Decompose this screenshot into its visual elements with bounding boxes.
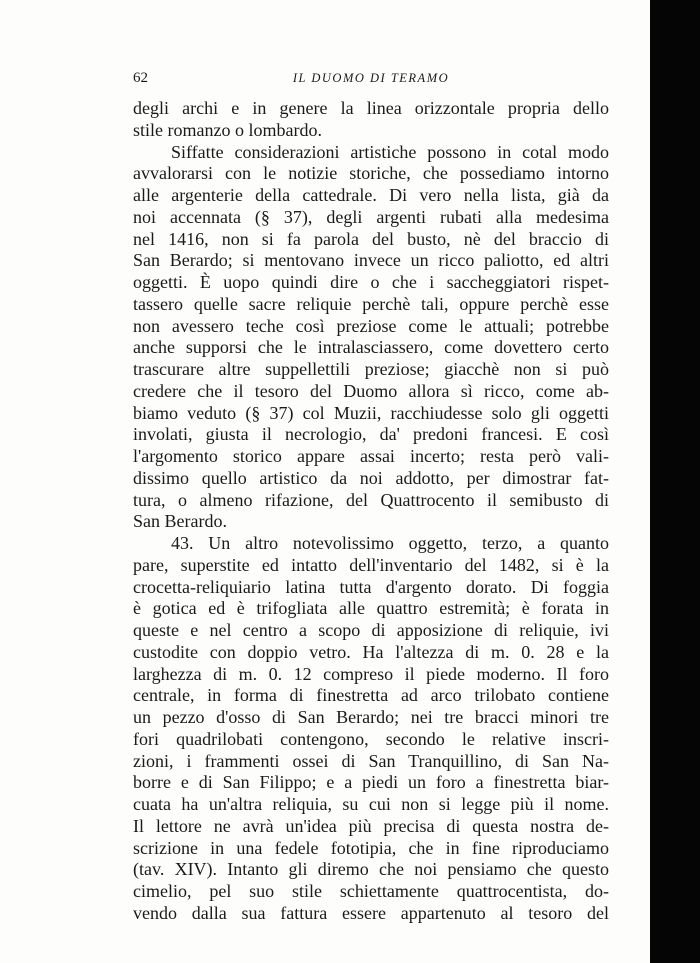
text-line: involati, giusta il necrologio, da' predoni francesi. E così: [133, 424, 609, 445]
text-line: cuata ha un'altra reliquia, su cui non si legge più il nome.: [133, 794, 609, 814]
text-line: nel 1416, non si fa parola del busto, nè del braccio di: [133, 228, 609, 249]
text-line: stile romanzo o lombardo.: [133, 119, 322, 140]
text-line: biamo veduto (§ 37) col Muzii, racchiudesse solo gli oggetti: [133, 402, 609, 423]
text-line: l'argomento storico appare assai incerto; resta però vali-: [133, 446, 609, 466]
text-line: tassero quelle sacre reliquie perchè tali, oppure perchè esse: [133, 293, 609, 314]
text-line: credere che il tesoro del Duomo allora sì ricco, come ab-: [133, 380, 609, 401]
page-header: [133, 70, 609, 92]
text-line: scrizione in una fedele fototipia, che in fine riproduciamo: [133, 837, 609, 858]
text-line: trascurare altre suppellettili preziose; giacchè non si può: [133, 359, 609, 379]
text-line: avvalorarsi con le notizie storiche, che possediamo intorno: [133, 163, 609, 184]
scan-dark-edge: [650, 0, 700, 963]
text-line: un pezzo d'osso di San Berardo; nei tre bracci minori tre: [133, 707, 609, 727]
text-line: non avessero teche così preziose come le attuali; potrebbe: [133, 315, 609, 336]
text-line: zioni, i frammenti ossei di San Tranquillino, di San Na-: [133, 750, 609, 771]
text-line: pare, superstite ed intatto dell'inventario del 1482, si è la: [133, 554, 609, 575]
text-line: San Berardo; si mentovano invece un ricco paliotto, ed altri: [133, 250, 609, 271]
text-line: anche supporsi che le intralasciassero, come dovettero certo: [133, 337, 609, 358]
text-line: alle argenterie della cattedrale. Di vero nella lista, già da: [133, 185, 609, 205]
text-line: borre e di San Filippo; e a piedi un foro a finestretta biar-: [133, 772, 609, 793]
text-line: oggetti. È uopo quindi dire o che i saccheggiatori rispet-: [133, 272, 609, 292]
text-line: dissimo quello artistico da noi addotto, per dimostrar fat-: [133, 467, 609, 488]
text-line: (tav. XIV). Intanto gli diremo che noi pensiamo che questo: [133, 859, 609, 880]
text-line: crocetta-reliquiario latina tutta d'argento dorato. Di foggia: [133, 576, 609, 597]
text-line: è gotica ed è trifogliata alle quattro estremità; è forata in: [133, 598, 609, 619]
text-line: cimelio, pel suo stile schiettamente quattrocentista, do-: [133, 881, 609, 901]
text-line: 43. Un altro notevolissimo oggetto, terzo, a quanto: [171, 533, 609, 553]
text-line: degli archi e in genere la linea orizzontale propria dello: [133, 98, 609, 118]
text-line: San Berardo.: [133, 511, 227, 532]
text-line: queste e nel centro a scopo di apposizione di reliquie, ivi: [133, 620, 609, 640]
text-line: custodite con doppio vetro. Ha l'altezza di m. 0. 28 e la: [133, 641, 609, 662]
running-title: IL DUOMO DI TERAMO: [292, 71, 450, 85]
page-number: 62: [133, 70, 148, 86]
text-line: noi accennata (§ 37), degli argenti rubati alla medesima: [133, 206, 609, 227]
text-line: larghezza di m. 0. 12 compreso il piede moderno. Il foro: [133, 663, 609, 684]
text-line: fori quadrilobati contengono, secondo le relative inscri-: [133, 728, 609, 749]
text-line: Siffatte considerazioni artistiche possono in cotal modo: [171, 141, 609, 162]
text-line: vendo dalla sua fattura essere appartenuto al tesoro del: [133, 902, 609, 923]
body-text: [133, 98, 609, 925]
text-line: centrale, in forma di finestretta ad arco trilobato contiene: [133, 685, 609, 706]
text-line: tura, o almeno rifazione, del Quattrocento il semibusto di: [133, 489, 609, 510]
text-line: Il lettore ne avrà un'idea più precisa di questa nostra de-: [133, 815, 609, 836]
